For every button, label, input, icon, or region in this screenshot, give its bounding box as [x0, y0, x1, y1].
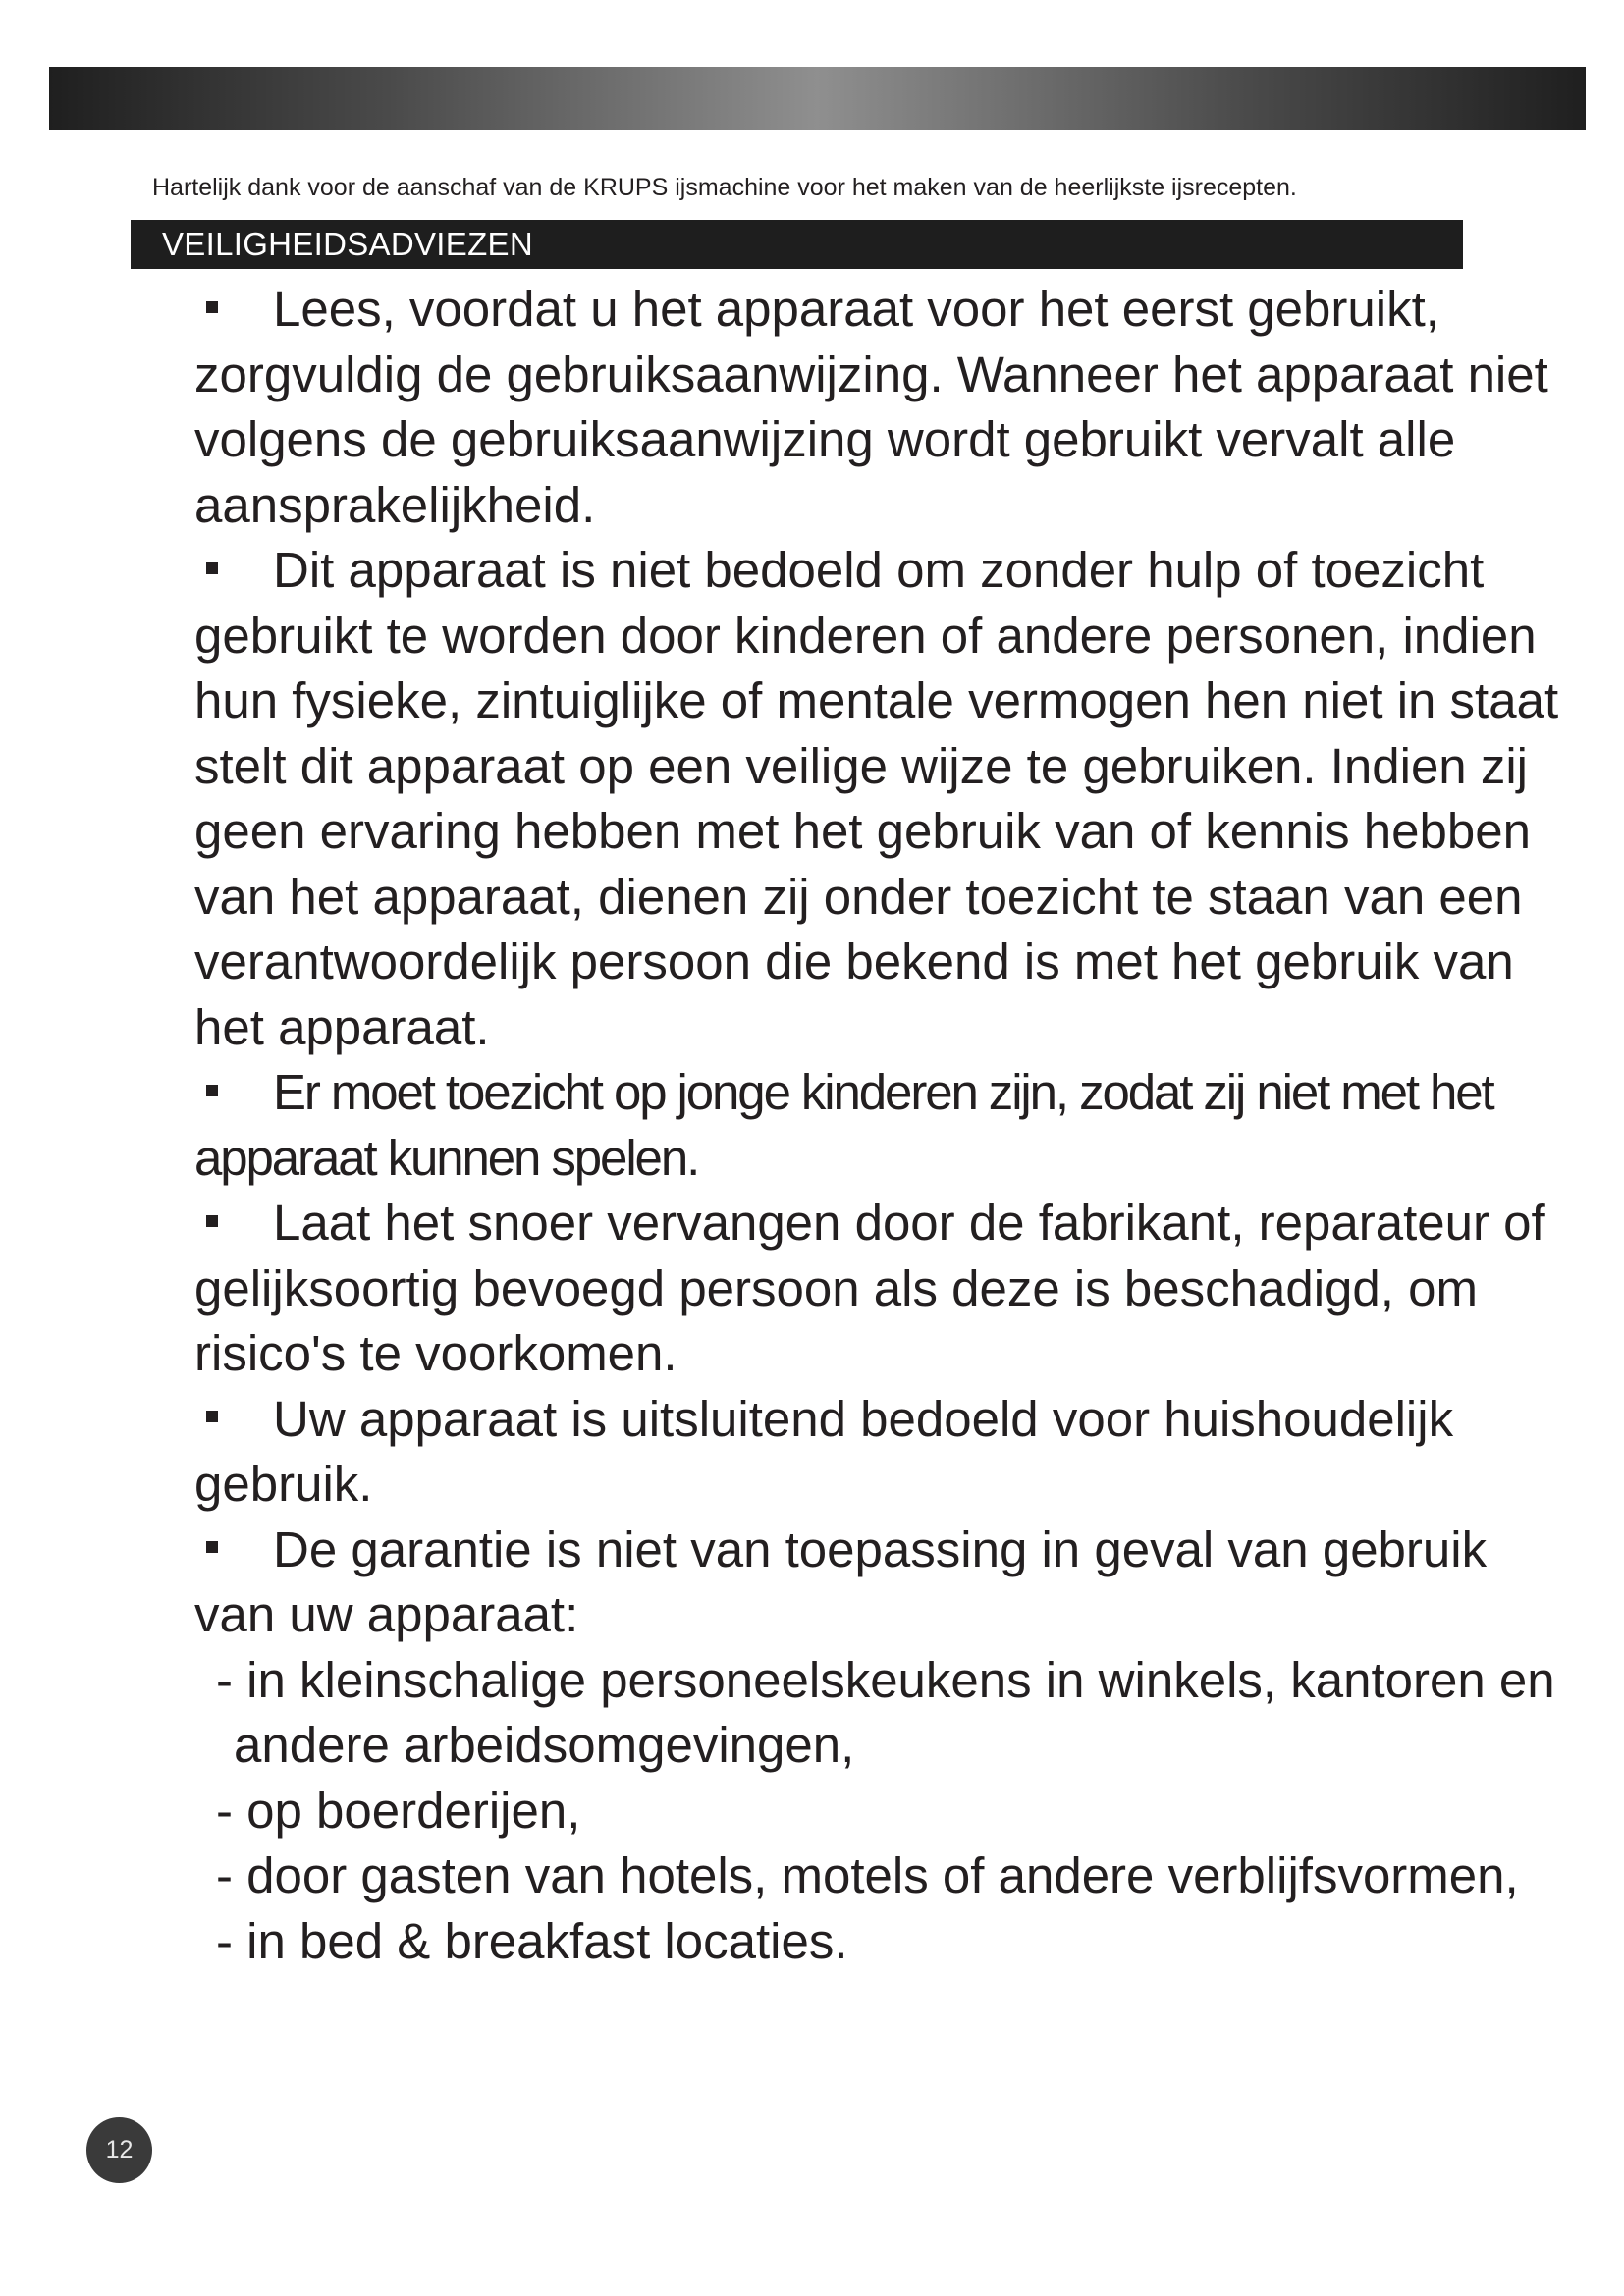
bullet-square-icon [206, 1411, 218, 1422]
safety-item [194, 1191, 1569, 1387]
safety-item [194, 1518, 1569, 1648]
safety-item-text: De garantie is niet van toepassing in geval van gebruik van uw apparaat: [194, 1521, 1488, 1642]
bullet-square-icon [206, 1085, 218, 1096]
safety-item [194, 538, 1569, 1060]
warranty-exclusion-item: - in kleinschalige personeelskeukens in winkels, kantoren en andere arbeidsomgevingen, [216, 1651, 1555, 1773]
warranty-exclusion-item: - door gasten van hotels, motels of andere verblijfsvormen, [216, 1847, 1519, 1903]
warranty-exclusion-item: - in bed & breakfast locaties. [216, 1912, 848, 1969]
bullet-square-icon [206, 562, 218, 574]
header-decorative-bar [49, 67, 1586, 130]
safety-item [194, 1060, 1569, 1191]
safety-item [194, 277, 1569, 538]
bullet-square-icon [206, 1215, 218, 1227]
section-title: VEILIGHEIDSADVIEZEN [131, 220, 1463, 269]
safety-item [194, 1387, 1569, 1518]
intro-text: Hartelijk dank voor de aanschaf van de KRUPS ijsmachine voor het maken van de heerlijkste ijsrecepten. [152, 174, 1297, 201]
safety-item-text: Lees, voordat u het apparaat voor het eerst gebruikt, zorgvuldig de gebruiksaanwijzing. Wanneer het apparaat niet volgens de gebruiksaanwijzing wordt gebruikt vervalt alle aansprakelijkheid. [194, 281, 1548, 533]
bullet-square-icon [206, 301, 218, 313]
warranty-exclusion-item: - op boerderijen, [216, 1782, 581, 1839]
safety-item-text: Laat het snoer vervangen door de fabrikant, reparateur of gelijksoortig bevoegd persoon als deze is beschadigd, om risico's te voorkomen. [194, 1195, 1545, 1381]
page-number-badge: 12 [86, 2117, 152, 2183]
safety-item-text: Dit apparaat is niet bedoeld om zonder hulp of toezicht gebruikt te worden door kinderen of andere personen, indien hun fysieke, zintuiglijke of mentale vermogen hen niet in staat stelt dit apparaat op een veilige wijze te gebruiken. Indien zij geen ervaring hebben met het gebruik van of kennis hebben van het apparaat, dienen zij onder toezicht te staan van een verantwoordelijk persoon die bekend is met het gebruik van het apparaat. [194, 542, 1559, 1055]
safety-item-text: Er moet toezicht op jonge kinderen zijn, zodat zij niet met het apparaat kunnen spelen. [194, 1064, 1493, 1186]
bullet-square-icon [206, 1541, 218, 1553]
safety-list [194, 277, 1569, 1974]
warranty-exclusion-list [194, 1648, 1569, 1975]
safety-item-text: Uw apparaat is uitsluitend bedoeld voor huishoudelijk gebruik. [194, 1390, 1454, 1512]
